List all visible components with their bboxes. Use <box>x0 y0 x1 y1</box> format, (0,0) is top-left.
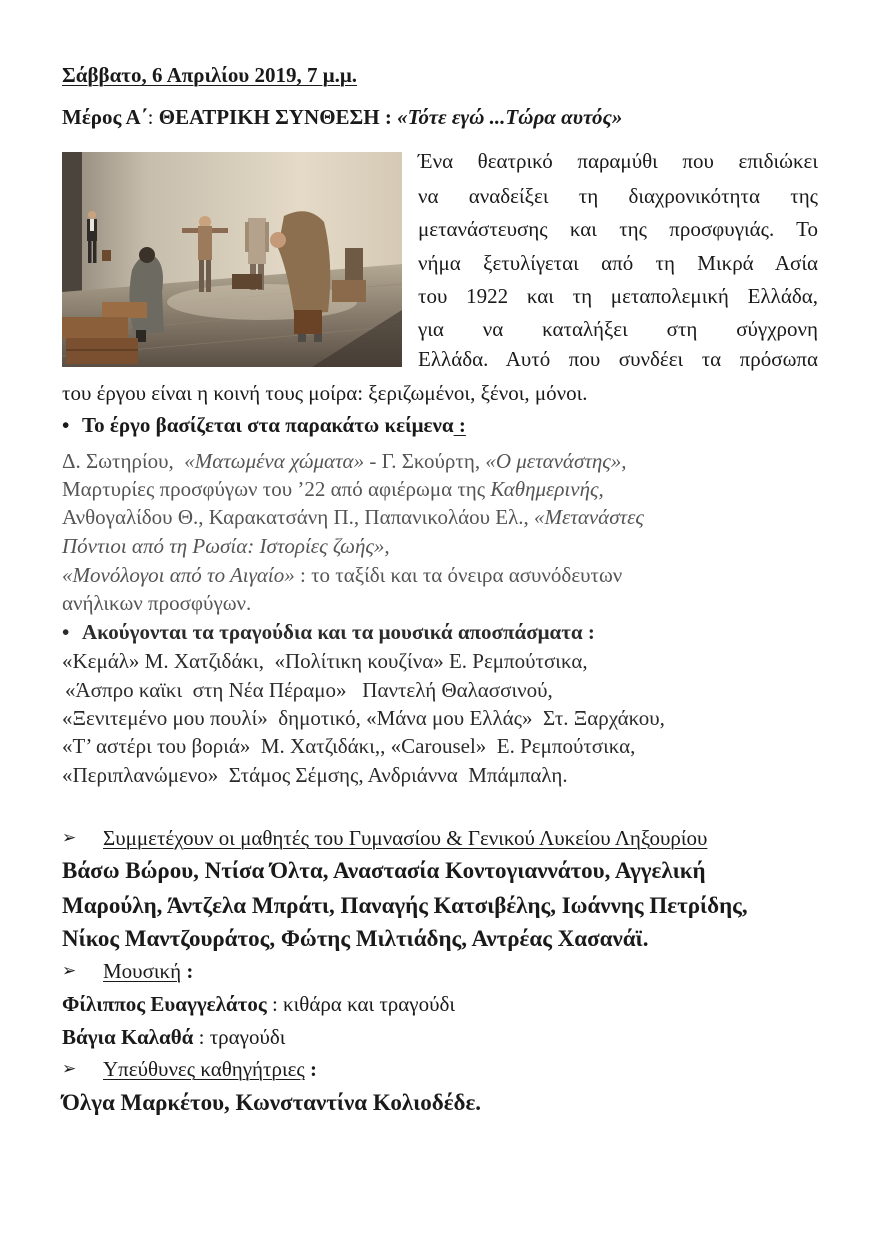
play-title: «Τότε εγώ ...Τώρα αυτός» <box>397 105 623 129</box>
source-line <box>62 561 622 589</box>
source-line <box>62 475 604 503</box>
source-line: Πόντιοι από τη Ρωσία: Ιστορίες ζωής», <box>62 534 390 558</box>
teachers-heading-colon: : <box>304 1057 317 1081</box>
music-heading-text: Μουσική <box>103 959 182 983</box>
intro-line: για να καταλήξει στη σύγχρονη <box>418 317 818 341</box>
source-text: Μαρτυρίες προσφύγων του ’22 από αφιέρωμα της <box>62 477 491 501</box>
music-heading-colon: : <box>181 959 194 983</box>
intro-line: του 1922 και τη μεταπολεμική Ελλάδα, <box>418 284 818 308</box>
stage-photo <box>62 152 402 367</box>
source-title: «Μετανάστες <box>534 505 644 529</box>
performer-role: : κιθάρα και τραγούδι <box>266 992 456 1016</box>
teachers-heading <box>62 1055 462 1083</box>
performer-line <box>62 990 455 1018</box>
intro-line: Ελλάδα. Αυτό που συνδέει τα πρόσωπα <box>418 347 818 371</box>
performer-name: Φίλιππος Ευαγγελάτος <box>62 992 267 1016</box>
source-author: Ανθογαλίδου Θ., Καρακατσάνη Π., Παπανικολάου Ελ., <box>62 505 535 529</box>
intro-line: μετανάστευσης και της προσφυγιάς. Το <box>418 217 818 241</box>
song-line: «Ξενιτεμένο μου πουλί» δημοτικό, «Μάνα μου Ελλάς» Στ. Ξαρχάκου, <box>62 706 665 730</box>
arrow-bullet-icon: ➢ <box>62 1059 77 1079</box>
source-title: Καθημερινής, <box>490 477 604 501</box>
songs-heading <box>62 618 762 646</box>
intro-line: νήμα ξετυλίγεται από τη Μικρά Ασία <box>418 251 818 275</box>
participants-heading <box>62 824 822 852</box>
song-line: «Τ’ αστέρι του βοριά» Μ. Χατζιδάκι,, «Carousel» Ε. Ρεμπούτσικα, <box>62 734 636 758</box>
student-names-line: Νίκος Μαντζουράτος, Φώτης Μιλτιάδης, Αντρέας Χασανάϊ. <box>62 926 649 951</box>
performer-line <box>62 1023 285 1051</box>
arrow-bullet-icon: ➢ <box>62 828 77 848</box>
trunk <box>232 274 262 289</box>
arrow-bullet-icon: ➢ <box>62 961 77 981</box>
source-line: ανήλικων προσφύγων. <box>62 591 252 615</box>
source-title: «Ματωμένα χώματα» <box>184 449 365 473</box>
source-line <box>62 503 644 531</box>
event-date: Σάββατο, 6 Απριλίου 2019, 7 μ.μ. <box>62 63 358 87</box>
music-heading <box>62 957 462 985</box>
source-author: Δ. Σωτηρίου, <box>62 449 185 473</box>
participants-heading-text: Συμμετέχουν οι μαθητές του Γυμνασίου & Γενικού Λυκείου Ληξουρίου <box>103 826 708 850</box>
bullet-icon: • <box>62 620 70 644</box>
sources-heading-colon: : <box>453 413 466 437</box>
doorway <box>62 152 82 297</box>
student-names-line: Μαρούλη, Άντζελα Μπράτι, Παναγής Κατσιβέλης, Ιωάννης Πετρίδης, <box>62 893 748 918</box>
performer-name: Βάγια Καλαθά <box>62 1025 194 1049</box>
part-title-line <box>62 103 622 131</box>
source-title: «Μονόλογοι από το Αιγαίο» <box>62 563 295 587</box>
sources-heading <box>62 411 762 439</box>
songs-heading-text: Ακούγονται τα τραγούδια και τα μουσικά αποσπάσματα : <box>82 620 595 644</box>
part-genre: ΘΕΑΤΡΙΚΗ ΣΥΝΘΕΣΗ : <box>158 105 392 129</box>
source-author: - Γ. Σκούρτη, <box>364 449 486 473</box>
sources-heading-text: Το έργο βασίζεται στα παρακάτω κείμενα <box>82 413 454 437</box>
source-text: : το ταξίδι και τα όνειρα ασυνόδευτων <box>294 563 623 587</box>
intro-line: Ένα θεατρικό παραμύθι που επιδιώκει <box>418 149 818 173</box>
intro-last-line: του έργου είναι η κοινή τους μοίρα: ξεριζωμένοι, ξένοι, μόνοι. <box>62 381 588 405</box>
source-line <box>62 447 627 475</box>
song-line: «Κεμάλ» Μ. Χατζιδάκι, «Πολίτικη κουζίνα» Ε. Ρεμπούτσικα, <box>62 649 588 673</box>
part-label: Μέρος Α΄ <box>62 105 148 129</box>
song-line: «Άσπρο καϊκι στη Νέα Πέραμο» Παντελή Θαλασσινού, <box>65 678 553 702</box>
student-names-line: Βάσω Βώρου, Ντίσα Όλτα, Αναστασία Κοντογιαννάτου, Αγγελική <box>62 858 706 883</box>
part-separator: : <box>147 105 159 129</box>
teachers-heading-text: Υπεύθυνες καθηγήτριες <box>103 1057 305 1081</box>
intro-line: να αναδείξει τη διαχρονικότητα της <box>418 184 818 208</box>
performer-role: : τραγούδι <box>193 1025 286 1049</box>
bullet-icon: • <box>62 413 70 437</box>
teacher-names: Όλγα Μαρκέτου, Κωνσταντίνα Κολιοδέδε. <box>62 1090 482 1115</box>
small-suitcase <box>102 250 111 261</box>
source-title: «Ο μετανάστης», <box>485 449 627 473</box>
song-line: «Περιπλανώμενο» Στάμος Σέμσης, Ανδριάννα Μπάμπαλη. <box>62 763 568 787</box>
